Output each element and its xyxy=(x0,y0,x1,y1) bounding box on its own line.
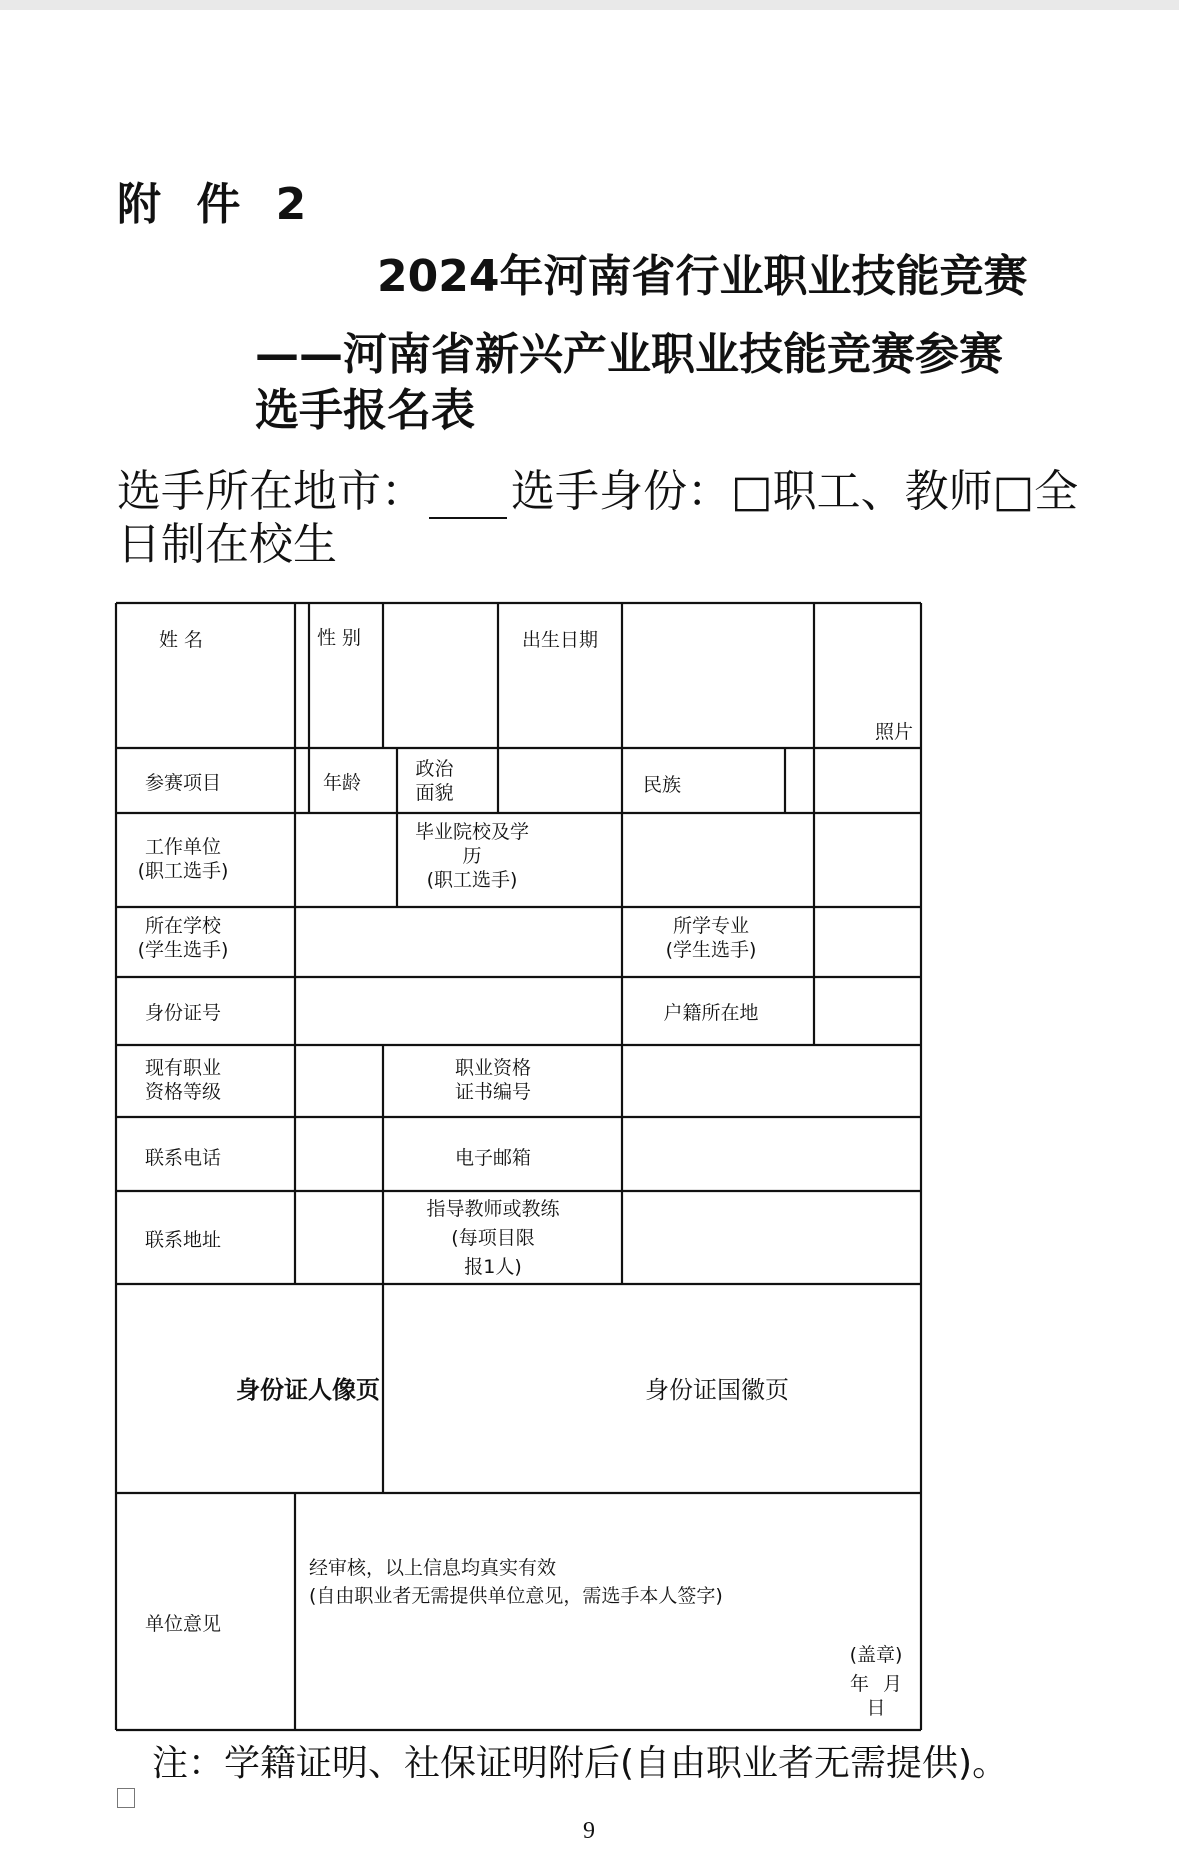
label-coach-2: (每项目限 xyxy=(451,1227,535,1249)
identity-line-cont: 日制在校生 xyxy=(117,519,337,570)
label-email: 电子邮箱 xyxy=(454,1147,531,1169)
location-label: 选手所在地市： xyxy=(117,466,425,517)
label-political xyxy=(397,757,472,805)
label-coach xyxy=(383,1195,603,1282)
label-cert-level xyxy=(116,1056,250,1104)
label-graduate-1: 毕业院校及学 xyxy=(414,821,529,843)
label-cert-no-1: 职业资格 xyxy=(454,1057,531,1079)
label-political-2: 面貌 xyxy=(415,782,454,804)
label-major xyxy=(646,914,776,962)
label-graduate-3: (职工选手) xyxy=(426,869,518,891)
label-graduate xyxy=(397,820,547,892)
label-cert-no-2: 证书编号 xyxy=(454,1081,531,1103)
label-id-back: 身份证国徽页 xyxy=(645,1376,789,1404)
label-age: 年龄 xyxy=(322,772,361,794)
label-major-2: (学生选手) xyxy=(665,939,757,961)
date-label: 年 月 日 xyxy=(849,1673,903,1719)
label-work-unit xyxy=(116,835,250,883)
label-school xyxy=(116,914,250,962)
label-cert-level-1: 现有职业 xyxy=(144,1057,221,1079)
label-coach-3: 报1人) xyxy=(464,1256,522,1278)
title-line-2: ——河南省新兴产业职业技能竞赛参赛 xyxy=(255,329,1003,380)
label-cert-no xyxy=(383,1056,603,1104)
label-major-1: 所学专业 xyxy=(672,915,749,937)
identity-text: 选手身份：□职工、教师□全 xyxy=(511,466,1079,517)
label-gender: 性 别 xyxy=(316,627,362,649)
checkbox-icon xyxy=(117,1788,135,1808)
verify-text-1: 经审核，以上信息均真实有效 xyxy=(309,1557,557,1579)
label-event: 参赛项目 xyxy=(144,772,221,794)
label-address: 联系地址 xyxy=(144,1229,221,1251)
label-id-front: 身份证人像页 xyxy=(236,1376,380,1404)
label-cert-level-2: 资格等级 xyxy=(144,1081,221,1103)
label-name: 姓 名 xyxy=(158,629,204,651)
label-school-2: (学生选手) xyxy=(137,939,229,961)
label-photo: 照片 xyxy=(874,721,913,743)
label-political-1: 政治 xyxy=(415,758,454,780)
page-number: 9 xyxy=(583,1818,595,1844)
label-unit-opinion: 单位意见 xyxy=(144,1613,221,1635)
attachment-label: 附 件 2 xyxy=(117,179,317,230)
verify-text-2: (自由职业者无需提供单位意见，需选手本人签字) xyxy=(309,1585,723,1607)
label-graduate-2: 历 xyxy=(462,845,482,867)
label-id-number: 身份证号 xyxy=(144,1002,221,1024)
title-line-3: 选手报名表 xyxy=(255,385,475,436)
seal-label: (盖章) xyxy=(849,1644,903,1666)
label-ethnicity: 民族 xyxy=(642,774,681,796)
label-school-1: 所在学校 xyxy=(144,915,221,937)
footnote: 注：学籍证明、社保证明附后(自由职业者无需提供)。 xyxy=(152,1743,1009,1784)
label-work-unit-1: 工作单位 xyxy=(144,836,221,858)
label-birthdate: 出生日期 xyxy=(521,629,598,651)
label-hukou: 户籍所在地 xyxy=(663,1002,759,1024)
title-line-1: 2024年河南省行业职业技能竞赛 xyxy=(377,251,1028,302)
label-phone: 联系电话 xyxy=(144,1147,221,1169)
label-coach-1: 指导教师或教练 xyxy=(426,1198,560,1220)
label-work-unit-2: (职工选手) xyxy=(137,860,229,882)
